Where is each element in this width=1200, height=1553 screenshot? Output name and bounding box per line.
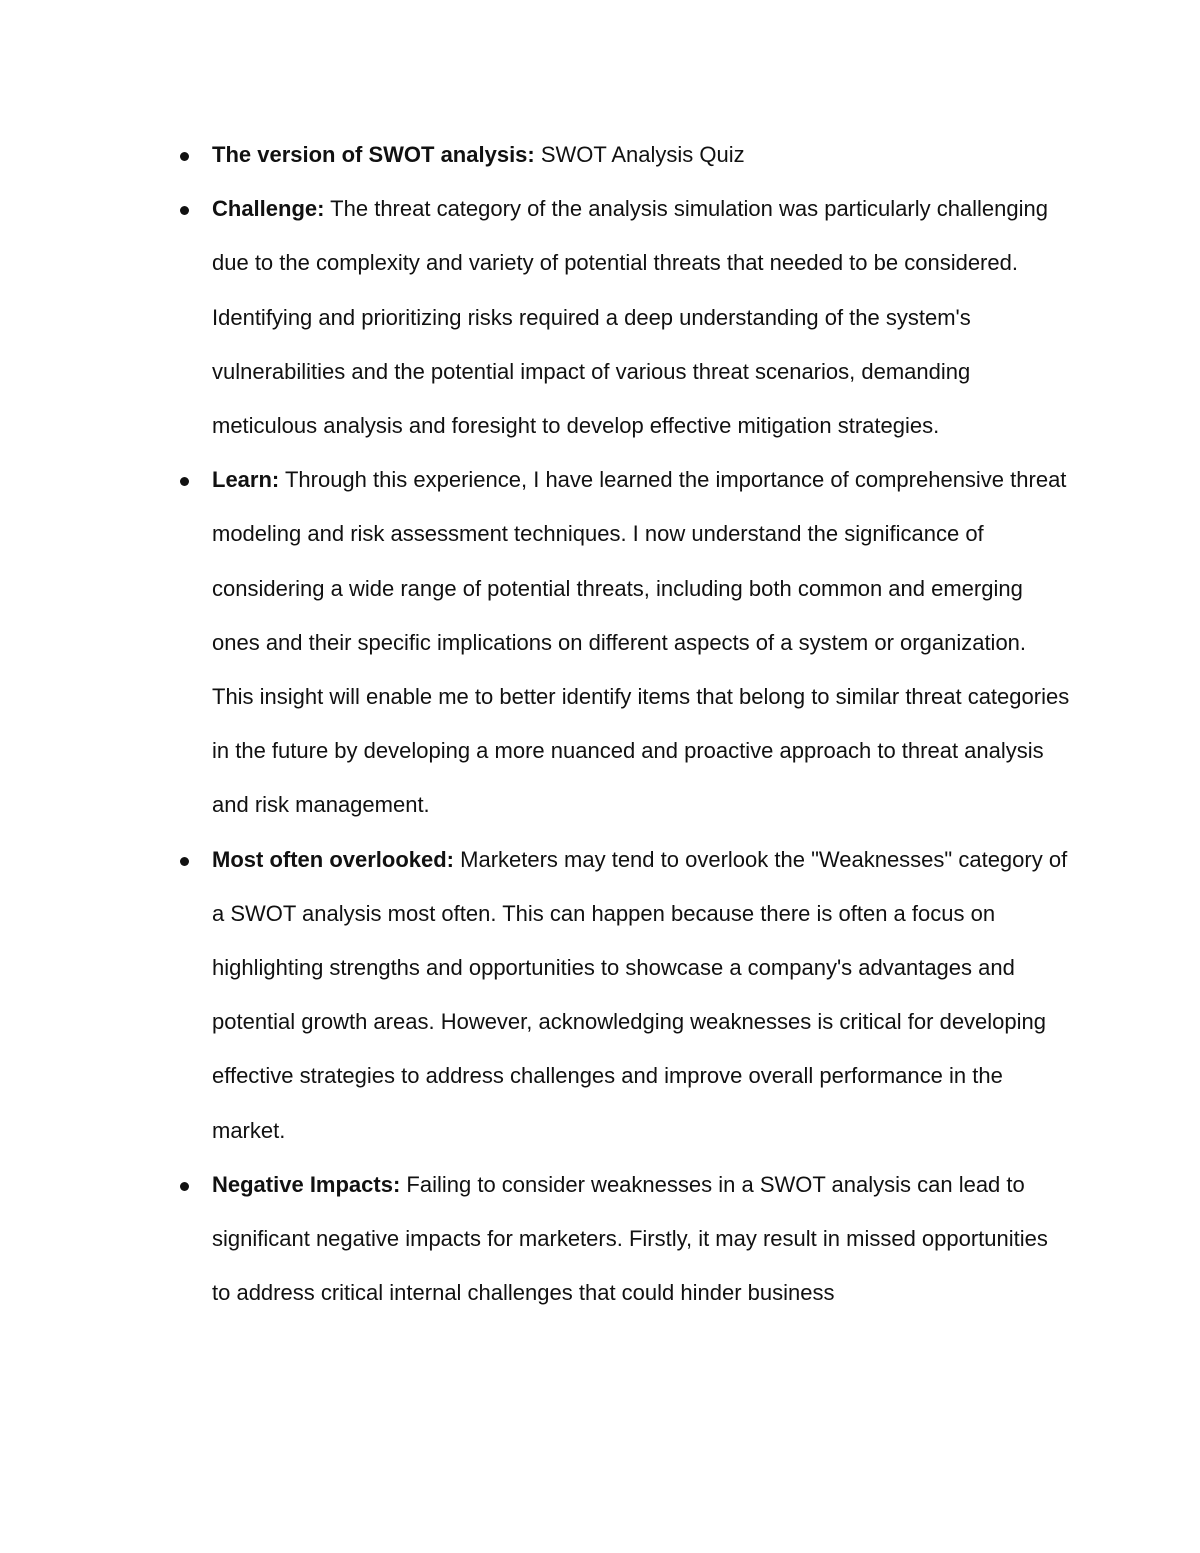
item-text: The threat category of the analysis simulation was particularly challenging due to the complexity and variety of potential threats that needed to be considered. Identifying and prioritizing risks required a deep understanding of the system's vulnerabilities and the potential impact of various threat scenarios, demanding meticulous analysis and foresight to develop effective mitigation strategies. (212, 196, 1048, 439)
item-text: Marketers may tend to overlook the "Weaknesses" category of a SWOT analysis most often. This can happen because there is often a focus on highlighting strengths and opportunities to showcase a company's advantages and potential growth areas. However, acknowledging weaknesses is critical for developing effective strategies to address challenges and improve overall performance in the market. (212, 846, 1068, 1143)
item-text: Through this experience, I have learned the importance of comprehensive threat modeling and risk assessment techniques. I now understand the significance of considering a wide range of potential threats, including both common and emerging ones and their specific implications on different aspects of a system or organization. This insight will enable me to better identify items that belong to similar threat categories in the future by developing a more nuanced and proactive approach to threat analysis and risk management. (212, 467, 1070, 818)
bullet-icon (180, 1182, 189, 1191)
list-item-most-often-overlooked (212, 833, 1072, 1158)
item-label: The version of SWOT analysis: (212, 142, 535, 167)
bullet-list (212, 128, 1072, 1320)
item-label: Challenge: (212, 196, 325, 222)
item-text: Failing to consider weaknesses in a SWOT analysis can lead to significant negative impacts for marketers. Firstly, it may result in missed opportunities to address critical internal challenges that could hinder business (212, 1171, 1048, 1306)
item-label: Negative Impacts: (212, 1171, 401, 1197)
list-item-version (212, 128, 1072, 182)
list-item-negative-impacts (212, 1158, 1072, 1321)
item-label: Most often overlooked: (212, 846, 455, 872)
bullet-icon (180, 152, 189, 161)
item-label: Learn: (212, 467, 280, 493)
bullet-icon (180, 206, 189, 215)
list-item-learn (212, 453, 1072, 832)
item-text: SWOT Analysis Quiz (534, 142, 745, 167)
bullet-icon (180, 857, 189, 866)
list-item-challenge (212, 182, 1072, 453)
bullet-icon (180, 477, 189, 486)
